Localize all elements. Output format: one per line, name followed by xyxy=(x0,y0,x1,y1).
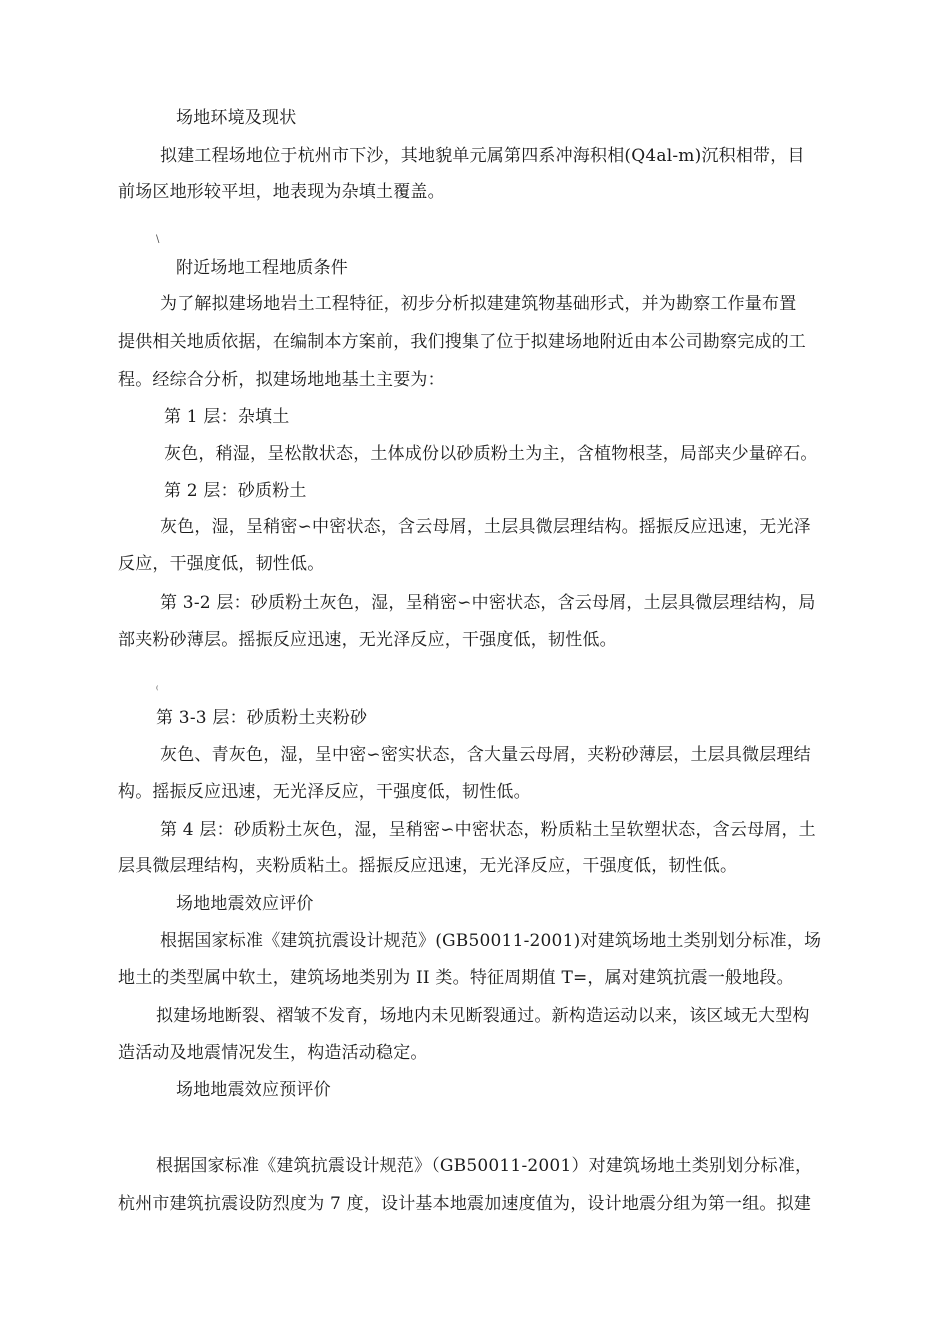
paragraph-line: 根据国家标准《建筑抗震设计规范》(GB50011-2001)对建筑场地土类别划分标准，场 xyxy=(160,931,822,951)
paragraph-line: 杭州市建筑抗震设防烈度为 7 度，设计基本地震加速度值为，设计地震分组为第一组。拟建 xyxy=(118,1194,812,1214)
section-heading: 附近场地工程地质条件 xyxy=(176,258,348,278)
stray-mark: ⁽ xyxy=(156,685,159,696)
paragraph-line: 根据国家标准《建筑抗震设计规范》（GB50011-2001）对建筑场地土类别划分标准， xyxy=(156,1156,813,1176)
layer-title: 第 3-3 层：砂质粉土夹粉砂 xyxy=(156,708,368,728)
section-heading: 场地地震效应预评价 xyxy=(176,1080,331,1100)
paragraph-line: 地土的类型属中软土，建筑场地类别为 II 类。特征周期值 T=，属对建筑抗震一般地段。 xyxy=(118,968,794,988)
paragraph-line: 提供相关地质依据，在编制本方案前，我们搜集了位于拟建场地附近由本公司勘察完成的工 xyxy=(118,332,806,352)
paragraph-line: 第 3-2 层：砂质粉土灰色，湿，呈稍密∽中密状态，含云母屑，土层具微层理结构，局 xyxy=(160,593,816,613)
paragraph-line: 灰色，湿，呈稍密∽中密状态，含云母屑，土层具微层理结构。摇振反应迅速，无光泽 xyxy=(160,517,811,537)
paragraph-line: 前场区地形较平坦，地表现为杂填土覆盖。 xyxy=(118,182,445,202)
layer-title: 第 2 层：砂质粉土 xyxy=(164,481,307,501)
paragraph-line: 第 4 层：砂质粉土灰色，湿，呈稍密∽中密状态，粉质粘土呈软塑状态，含云母屑，土 xyxy=(160,820,816,840)
paragraph-line: 程。经综合分析，拟建场地地基土主要为： xyxy=(118,370,445,390)
paragraph-line: 构。摇振反应迅速，无光泽反应，干强度低，韧性低。 xyxy=(118,782,531,802)
paragraph-line: 灰色，稍湿，呈松散状态，土体成份以砂质粉土为主，含植物根茎，局部夹少量碎石。 xyxy=(164,444,818,464)
stray-mark: \ xyxy=(156,234,160,245)
paragraph-line: 造活动及地震情况发生，构造活动稳定。 xyxy=(118,1043,428,1063)
paragraph-line: 拟建工程场地位于杭州市下沙，其地貌单元属第四系冲海积相(Q4al-m)沉积相带，目 xyxy=(160,146,805,166)
section-heading: 场地地震效应评价 xyxy=(176,894,314,914)
section-heading: 场地环境及现状 xyxy=(176,108,297,128)
paragraph-line: 为了解拟建场地岩土工程特征，初步分析拟建建筑物基础形式，并为勘察工作量布置 xyxy=(160,294,797,314)
paragraph-line: 灰色、青灰色，湿，呈中密∽密实状态，含大量云母屑，夹粉砂薄层，土层具微层理结 xyxy=(160,745,811,765)
paragraph-line: 拟建场地断裂、褶皱不发育，场地内未见断裂通过。新构造运动以来，该区域无大型构 xyxy=(156,1006,810,1026)
paragraph-line: 部夹粉砂薄层。摇振反应迅速，无光泽反应，干强度低，韧性低。 xyxy=(118,630,617,650)
layer-title: 第 1 层：杂填土 xyxy=(164,407,290,427)
paragraph-line: 反应，干强度低，韧性低。 xyxy=(118,554,325,574)
paragraph-line: 层具微层理结构，夹粉质粘土。摇振反应迅速，无光泽反应，干强度低，韧性低。 xyxy=(118,856,738,876)
